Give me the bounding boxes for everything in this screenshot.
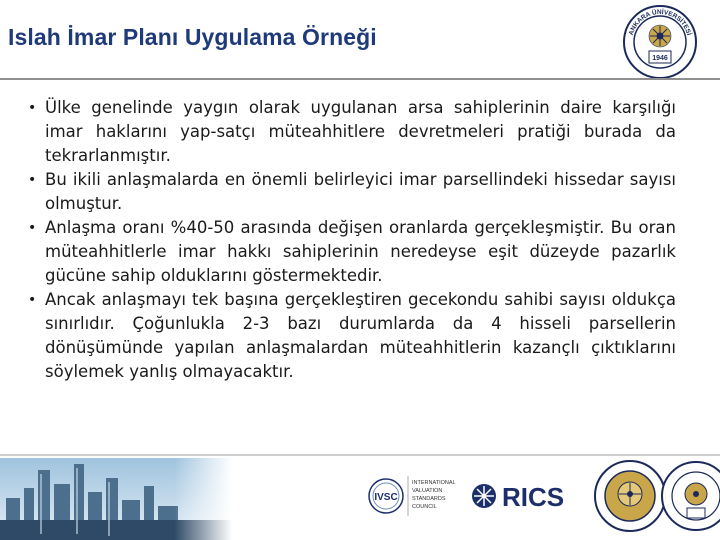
bullet-item: [28, 288, 676, 384]
bullet-item: [28, 168, 676, 216]
ivsc-logo: [368, 468, 464, 524]
ivsc-desc-line: STANDARDS: [412, 496, 446, 502]
bullet-dot: •: [28, 100, 37, 116]
bullet-text: Bu ikili anlaşmalarda en önemli belirleyici imar parsellindeki hissedar sayısı olmuştur.: [45, 170, 676, 213]
footer-divider: [0, 454, 720, 456]
bullet-list: [28, 96, 676, 384]
rics-label: RICS: [502, 482, 565, 512]
ivsc-desc-line: COUNCIL: [412, 504, 437, 510]
university-seal-logo-right: [660, 458, 720, 534]
ivsc-label: IVSC: [374, 492, 398, 503]
seal-year: 1946: [652, 55, 668, 62]
ivsc-desc-line: INTERNATIONAL: [412, 480, 456, 486]
bullet-text: Ancak anlaşmayı tek başına gerçekleştiren gecekondu sahibi sayısı oldukça sınırlıdır. Çoğunlukla 2-3 bazı durumlarda da 4 hisseli parsellerin dönüşümünde yapılan anlaşmalardan müteahhitlerin kazançlı çıktıklarını söylemek yanlış olmayacaktır.: [45, 290, 676, 381]
bullet-text: Ülke genelinde yaygın olarak uygulanan arsa sahiplerinin daire karşılığı imar haklarını yap-satçı müteahhitlere devretmeleri pratiği burada da tekrarlanmıştır.: [45, 98, 676, 165]
seal-top-text: ANKARA ÜNİVERSİTESİ: [627, 8, 693, 37]
bullet-dot: •: [28, 292, 37, 308]
bullet-text: Anlaşma oranı %40-50 arasında değişen oranlarda gerçekleşmiştir. Bu oran müteahhitlerle imar hakkı sahiplerinin neredeyse eşit düzeyde pazarlık gücüne sahip olduklarını göstermektedir.: [45, 218, 676, 285]
bullet-item: [28, 216, 676, 288]
bullet-dot: •: [28, 172, 37, 188]
title-divider: [0, 78, 720, 80]
bullet-item: [28, 96, 676, 168]
ivsc-desc-line: VALUATION: [412, 488, 443, 494]
bullet-dot: •: [28, 220, 37, 236]
slide-title: Islah İmar Planı Uygulama Örneği: [8, 24, 377, 50]
university-seal-logo-bottom: [592, 458, 668, 534]
rics-logo: [470, 470, 580, 522]
university-seal-logo: [622, 4, 698, 80]
city-skyline-image: [0, 458, 232, 540]
